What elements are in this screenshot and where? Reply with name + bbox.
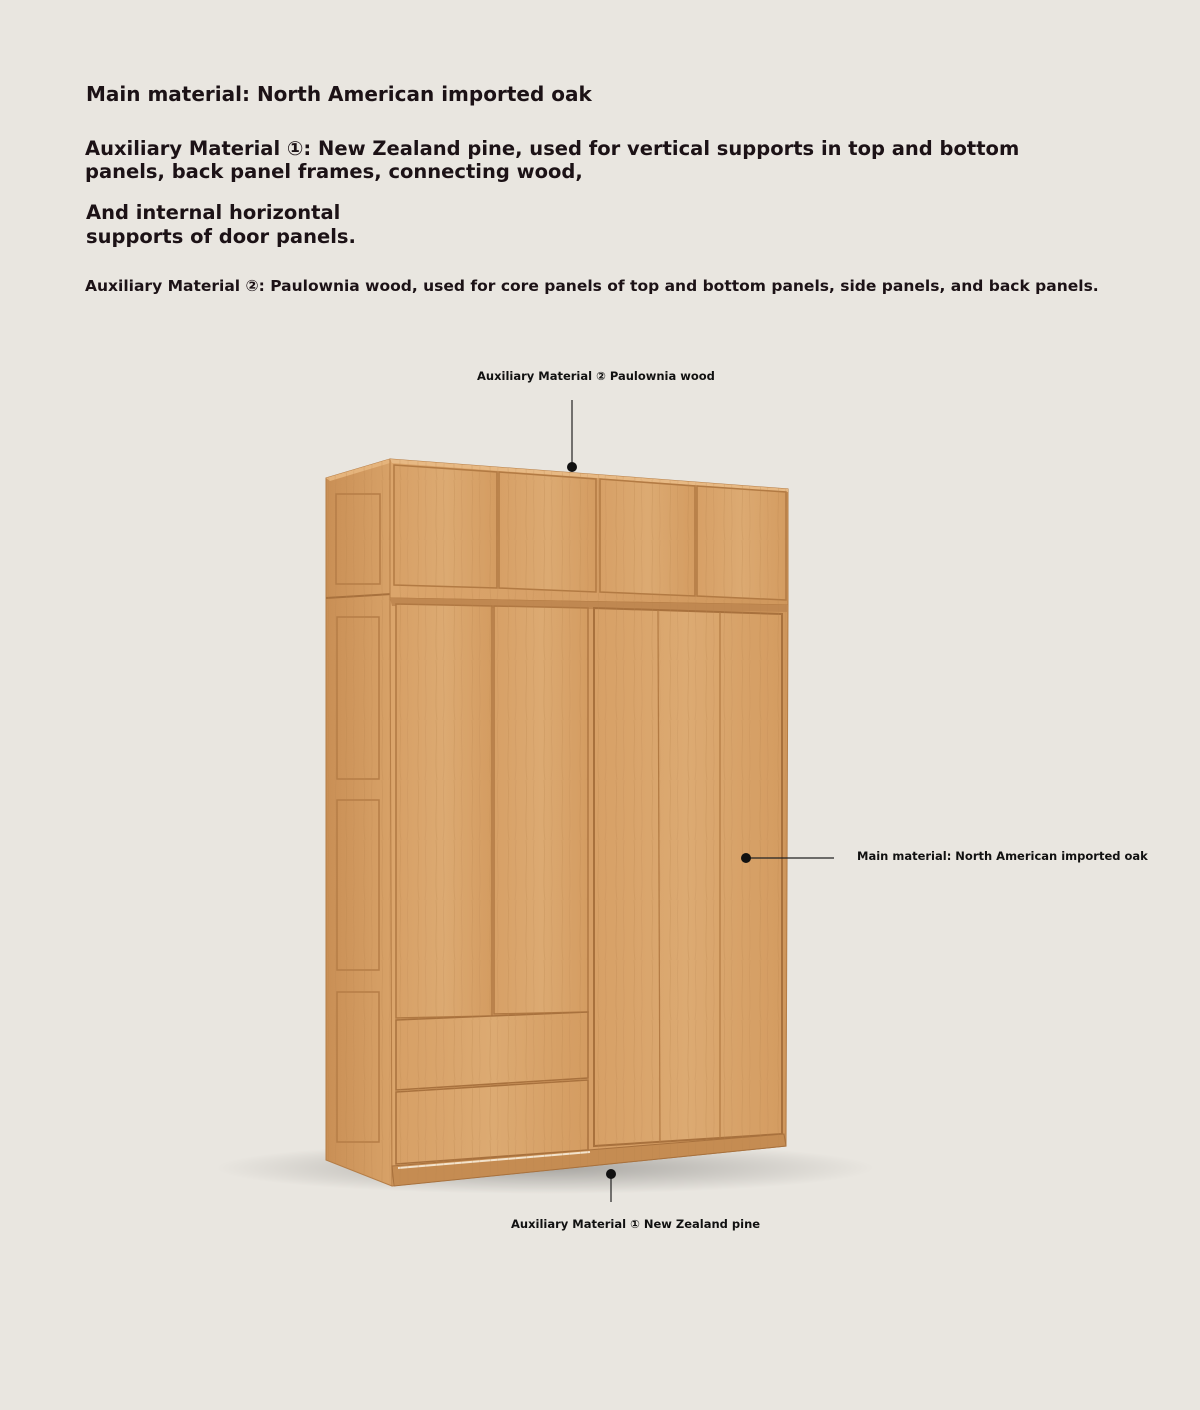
callout-top-dot [567,462,577,472]
callout-top-label: Auxiliary Material ② Paulownia wood [477,369,715,383]
auxiliary-material-1-continued-text: And internal horizontal supports of door panels. [86,201,356,248]
auxiliary-material-2-text: Auxiliary Material ②: Paulownia wood, used for core panels of top and bottom panels, side panels, and back panels. [85,277,1099,295]
callout-right-label: Main material: North American imported oak [857,849,1148,863]
callout-bottom-label: Auxiliary Material ① New Zealand pine [511,1217,761,1231]
callout-bottom-dot [606,1169,616,1179]
main-material-text: Main material: North American imported oak [86,82,592,106]
callout-right-dot [741,853,751,863]
auxiliary-material-1-text: Auxiliary Material ①: New Zealand pine, used for vertical supports in top and bottom panels, back panel frames, connecting wood, [85,137,1020,183]
